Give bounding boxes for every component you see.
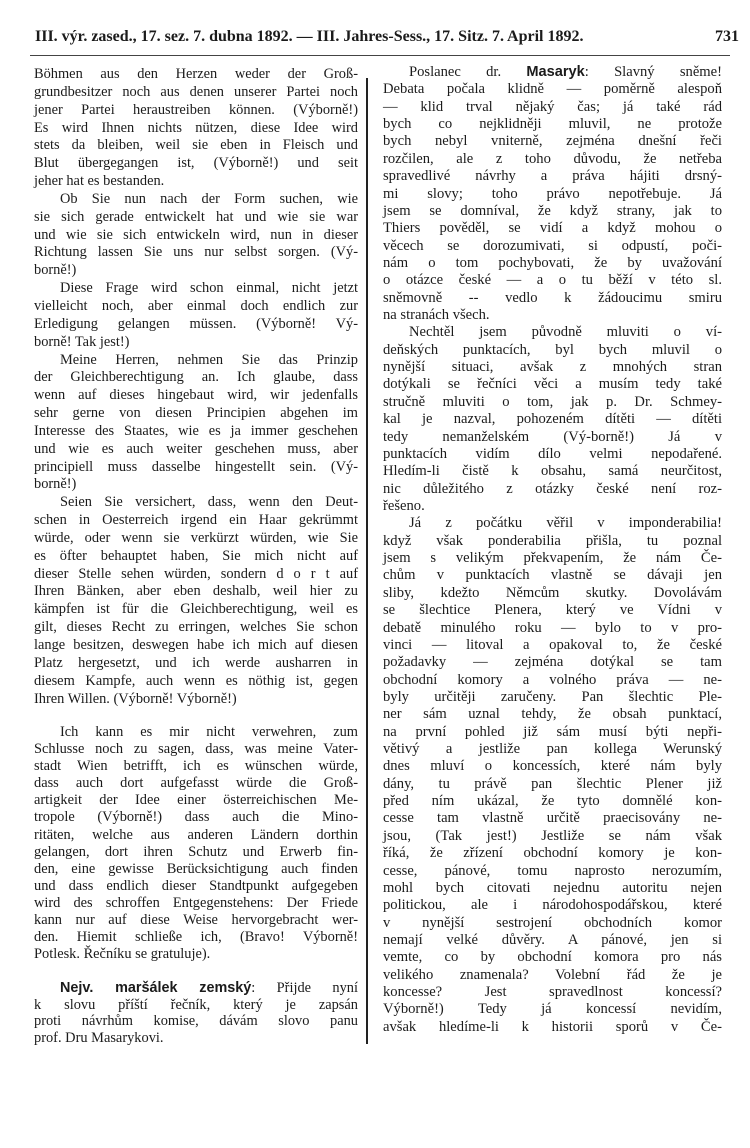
text-line: den. Hiemit schließe ich, (Bravo! Výborně! — [34, 929, 358, 946]
text-line: jeher hat es bestanden. — [34, 173, 165, 190]
text-line: kann nur auf diese Weise hervorgebracht wer- — [34, 912, 358, 929]
paragraph — [34, 724, 358, 963]
text-line: před ním ukázal, že tyto domnělé kon- — [383, 793, 722, 810]
text-line: principiell muss dasselbe hingestellt sein. (Vý- — [34, 458, 358, 475]
text-line: würde, oder wenn sie verkürzt würden, wie Sie — [34, 529, 358, 546]
text-line: deňských punktacích, byl bych mluvil o — [383, 341, 722, 358]
text-line: nemají velké důvěry. A pánové, jen si — [383, 931, 722, 948]
text-line: ritäten, welche aus anderen Ländern dorthin — [34, 826, 358, 843]
text-line: o otázce české — a o tu běží v této sl. — [383, 272, 722, 289]
text-line: schen in Oesterreich irgend ein Haar gekrümmt — [34, 512, 358, 529]
text-line — [383, 64, 722, 81]
text-line: Výborně!) Tedy já koncessí nevidím, — [383, 1001, 722, 1018]
text-line: spravedlivé návrhy a práva hájiti drsný- — [383, 168, 722, 185]
text-line: borně! Tak jest!) — [34, 333, 130, 350]
text-line: velikého znamenala? Volební řád že je — [383, 966, 722, 983]
text-block — [383, 64, 722, 1036]
text-line: na stranách všech. — [383, 307, 490, 324]
paragraph — [383, 515, 722, 1036]
paragraph — [34, 494, 358, 708]
text-line: kämpfen ist für die Gleichberechtigung, weil es — [34, 601, 358, 618]
text-line: sliby, kdežto Němcům skutky. Dovolávám — [383, 584, 722, 601]
text-line: rozčilen, ale z toho důvodu, že netřeba — [383, 150, 722, 167]
text-line: vielleicht noch, aber einmal doch endlich zur — [34, 297, 358, 314]
text-line: gelangen, dort ihren Schutz und Erwerb fin- — [34, 843, 358, 860]
text-line: wird des schroffen Entgegenstehens: Der Friede — [34, 894, 358, 911]
text-line: tedy nemanželském (Vý-borně!) Já v — [383, 428, 722, 445]
text-line: Hledím-li čistě k obsahu, samá neurčitost, — [383, 463, 722, 480]
paragraph — [383, 324, 722, 515]
text-line: bych nebyl vniterně, zejména dnešní řeči — [383, 133, 722, 150]
text-line — [34, 980, 358, 997]
text-line: Ihren Bänken, aber eben deshalb, weil hier zu — [34, 583, 358, 600]
text-line: byly určitěji zaručeny. Pan šlechtic Ple- — [383, 688, 722, 705]
text-line: dotýkali se řečníci věci a musím tedy také — [383, 376, 722, 393]
text-line: Ich kann es mir nicht verwehren, zum — [60, 724, 358, 740]
text-line: punktacích vidím dílo velmi nepodařené. — [383, 445, 722, 462]
text-line: řešeno. — [383, 497, 425, 514]
text-line: kal je nazval, pohozeném dítěti — dítěti — [383, 411, 722, 428]
text-line: grundbesitzer noch aus denen unserer Partei noch — [34, 83, 358, 100]
text-line: když však ponderabilia přišla, tu poznal — [383, 532, 722, 549]
text-line: debatě minulého roku — bylo to v pro- — [383, 619, 722, 636]
text-line: Interesse des Staates, wie es ja immer geschehen — [34, 422, 358, 439]
text-line: vemte, co by obchodní komora pro nás — [383, 949, 722, 966]
header-title: III. výr. zased., 17. sez. 7. dubna 1892. — III. Jahres-Sess., 17. Sitz. 7. April 1892. — [35, 28, 584, 45]
page-number: 731 — [715, 28, 739, 45]
running-header — [35, 28, 739, 46]
text-line: und dass endlich dieser Standtpunkt aufgegeben — [34, 877, 358, 894]
text-line: Nechtěl jsem původně mluviti o ví- — [409, 324, 722, 341]
text-line: dány, tu právě pan šlechtic Plener již — [383, 775, 722, 792]
text-line: se šlechtice Plenera, který ve Vídni v — [383, 602, 722, 619]
text-line: jsem se domníval, že když strany, jak to — [383, 202, 722, 219]
text-line: mohl bych citovati nejednu autoritu nejen — [383, 879, 722, 896]
text-line: stadt Wien betrifft, ich es wünschen würde, — [34, 758, 358, 775]
text-line: nic důležitého z otázky české není roz- — [383, 480, 722, 497]
text-line: Diese Frage wird schon einmal, nicht jetzt — [60, 280, 358, 297]
text-line: Meine Herren, nehmen Sie das Prinzip — [60, 351, 358, 368]
text-line: v nynější sestrojení obchodních komor — [383, 914, 722, 931]
text-line: nám o tom pochybovati, že by uvažování — [383, 254, 722, 271]
text-line: und wie es auch weiter geschehen muss, aber — [34, 440, 358, 457]
text-line: větivý a jestliže pan kollega Werunský — [383, 741, 722, 758]
text-line: tropole (Výborně!) dass auch die Mino- — [34, 809, 358, 826]
text-line: stets da bleiben, weil sie eben in Fleisch und — [34, 137, 358, 154]
text-line: k slovu příští řečník, který je zapsán — [34, 996, 358, 1013]
text-line: politickou, ale i národohospodářskou, které — [383, 897, 722, 914]
text-line: Ob Sie nun nach der Form suchen, wie — [60, 190, 358, 207]
text-line: sehr gerne von diesen Principien abgehen im — [34, 405, 358, 422]
line-text: : Slavný sněme! — [584, 64, 722, 80]
line-text: : Přijde nyní — [251, 980, 358, 996]
header-rule — [30, 55, 730, 56]
text-line: Thiers pověděl, se vidí a když mohou o — [383, 220, 722, 237]
text-line: sie sich gerade entwickelt hat und wie sie war — [34, 208, 358, 225]
text-line: Es wird Ihnen nichts nützen, diese Idee wird — [34, 119, 358, 136]
text-line: dass auch dort aufgefasst würde die Groß- — [34, 775, 358, 792]
text-line: jsem s velikým překvapením, že nám Če- — [383, 550, 722, 567]
text-line: sněmovně -- vedlo k žádoucimu smiru — [383, 289, 722, 306]
column-divider — [366, 78, 368, 1044]
text-line: Erledigung gelangen müssen. (Výborně! Vý- — [34, 315, 358, 332]
text-line: Potlesk. Řečníku se gratuluje). — [34, 946, 211, 963]
text-line: bych co nejklidněji mluvil, ne protože — [383, 116, 722, 133]
text-line: lange besitzen, deswegen habe ich mich auf diesen — [34, 637, 358, 653]
text-line: Richtung lassen Sie uns nur selbst sorgen. (Vý- — [34, 244, 358, 261]
text-block — [34, 66, 358, 708]
speaker-name: Masaryk — [526, 64, 585, 80]
text-line: jener Partei heraustreiben können. (Výborně!) — [34, 101, 358, 118]
text-line: stručně mluviti o tom, jak p. Dr. Schmey- — [383, 393, 722, 410]
text-line: chům v punktacích vlastně se dávaji jen — [383, 567, 722, 584]
text-line: Debata počala klidně — poměrně alespoň — [383, 81, 722, 98]
text-line: obchodní komory a volného práva — ne- — [383, 671, 722, 688]
text-line: dnes mluví o koncessích, které nám byly — [383, 758, 722, 775]
text-line: gilt, dieses Recht zu erringen, welches Sie schon — [34, 619, 358, 636]
text-line: dieser Stelle sehen würden, sondern d o r t auf — [34, 565, 358, 582]
speaker-name: Nejv. maršálek zemský — [60, 980, 252, 996]
text-line: proti návrhům komise, dávám slovo panu — [34, 1013, 358, 1030]
text-line: vinci — litoval a opakoval to, že české — [383, 636, 722, 653]
text-line: nynější situaci, avšak z mnohých stran — [383, 359, 722, 376]
text-line: Seien Sie versichert, dass, wenn den Deut- — [60, 494, 358, 511]
text-line: Já z počátku věřil v imponderabilia! — [409, 515, 722, 532]
paragraph — [34, 280, 358, 351]
text-line: avšak hledíme-li k historii sporů v Če- — [383, 1018, 722, 1035]
text-line: požadavky — zejména dotýkal se tam — [383, 654, 722, 671]
text-line: borně!) — [34, 476, 77, 493]
text-line: — klid trval nějaký čas; já také rád — [383, 98, 722, 115]
text-line: cesse tam vlastně určitě praecisovány ne- — [383, 810, 722, 827]
text-line: prof. Dru Masarykovi. — [34, 1030, 164, 1047]
text-line: mi slovy; toho právo nepotřebuje. Já — [383, 185, 722, 202]
paragraph — [34, 980, 358, 1047]
speaker-title: Poslanec dr. — [409, 64, 527, 80]
text-line: Böhmen aus den Herzen weder der Groß- — [34, 66, 358, 82]
text-line: wenn auf dieses hingebaut wird, wir jedenfalls — [34, 387, 358, 404]
text-line: den, eine gewisse Berücksichtigung auch finden — [34, 860, 358, 877]
text-line: říká, že zřízení obchodní komory je kon- — [383, 845, 722, 862]
paragraph — [34, 191, 358, 280]
text-block — [34, 980, 358, 1047]
text-line: věcech se dorozumivati, si odpustí, poči- — [383, 237, 722, 254]
text-line: Schlusse noch zu sagen, dass, was meine Vater- — [34, 741, 358, 758]
text-block — [34, 724, 358, 963]
paragraph — [34, 66, 358, 191]
text-line: ner sám uznal tehdy, že obsah punktací, — [383, 706, 722, 723]
paragraph — [383, 64, 722, 324]
text-line: jsou, (Tak jest!) Jestliže se nám však — [383, 827, 722, 844]
text-line: na první pohled již sám musí býti nepři- — [383, 723, 722, 740]
text-line: cesse, pánové, tomu naprosto nerozumím, — [383, 862, 722, 879]
text-line: artigkeit der Idee einer österreichischen Me- — [34, 792, 358, 809]
text-line: koncesse? Jest spravedlnost koncessí? — [383, 984, 722, 1001]
paragraph — [34, 352, 358, 495]
text-line: und wie sie sich entwickeln wird, nun in dieser — [34, 226, 358, 243]
text-line: es öfter behauptet haben, Sie mich nicht auf — [34, 547, 358, 564]
text-line: der Gleichberechtigung an. Ich glaube, dass — [34, 369, 358, 386]
text-line: Blut übergegangen ist, (Výborně!) und seit — [34, 155, 358, 172]
text-line: diesem Kampfe, auch wenn es nöthig ist, gegen — [34, 672, 358, 689]
text-line: Platz hergesetzt, und ich werde ausharren in — [34, 654, 358, 671]
text-line: borně!) — [34, 262, 77, 279]
text-line: Ihren Willen. (Výborně! Výborně!) — [34, 690, 237, 707]
